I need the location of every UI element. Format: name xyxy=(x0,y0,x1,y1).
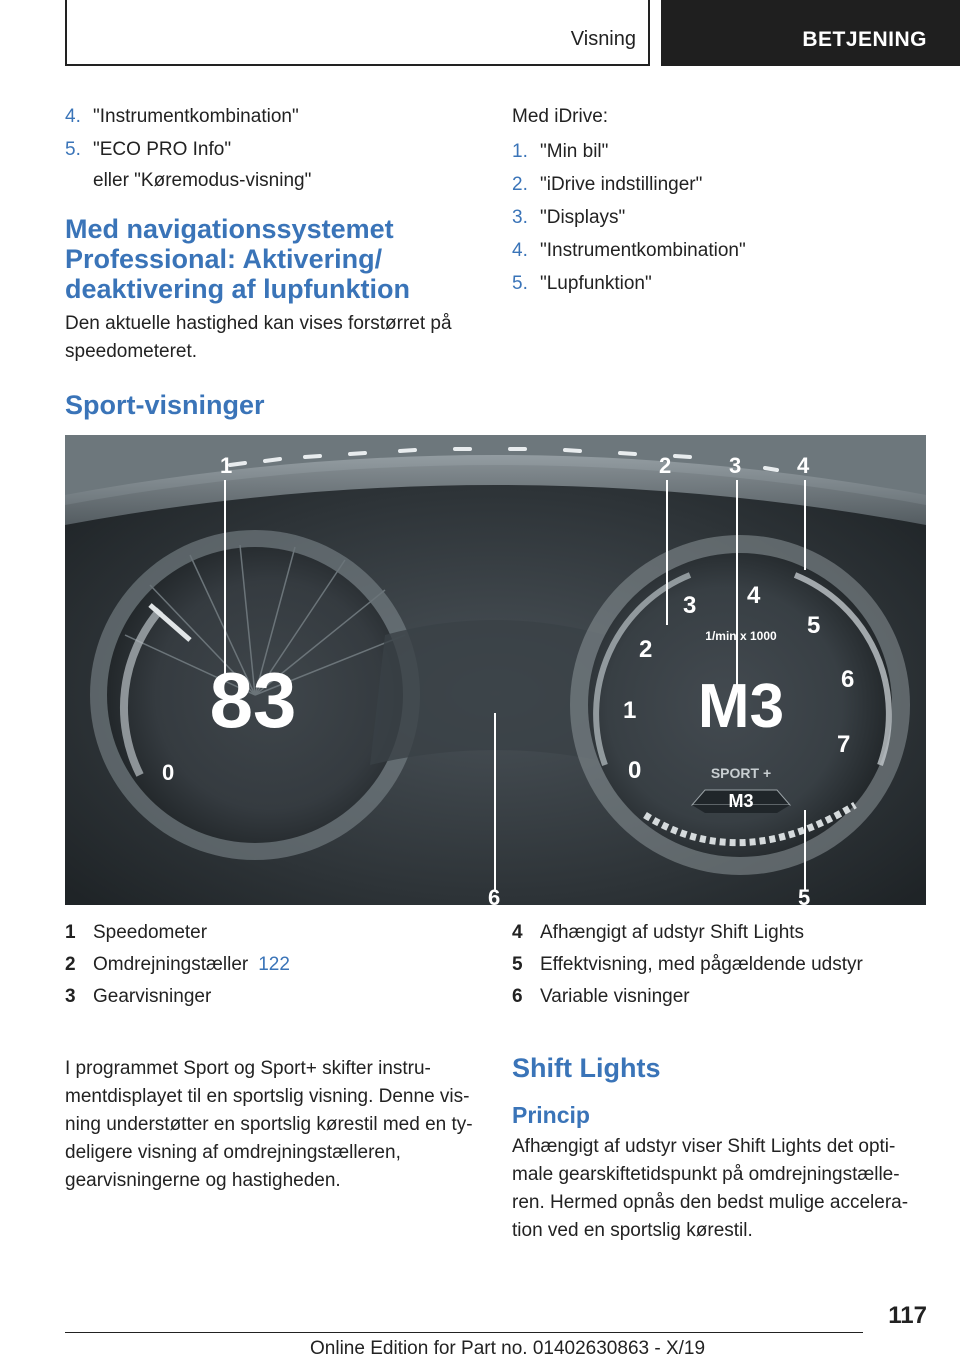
list-item-number: 4. xyxy=(512,240,528,261)
principle-body-line: ren. Hermed opnås den bedst mulige accelera- xyxy=(512,1192,909,1213)
instrument-cluster-figure xyxy=(65,435,926,905)
header-chapter-label: BETJENING xyxy=(802,28,927,51)
sport-body xyxy=(65,1055,485,1195)
principle-body-line: Afhængigt af udstyr viser Shift Lights det opti- xyxy=(512,1136,896,1157)
footer-divider xyxy=(65,1332,863,1333)
nav-heading-line: Med navigationssystemet xyxy=(65,214,394,244)
gear-value: M3 xyxy=(697,672,785,741)
left-column-top xyxy=(65,100,485,366)
sport-body-line: I programmet Sport og Sport+ skifter instru- xyxy=(65,1058,431,1079)
sport-body-line: mentdisplayet til en sportslig visning. Denne vis- xyxy=(65,1086,470,1107)
list-item xyxy=(65,100,485,133)
legend-number: 2 xyxy=(65,954,76,975)
list-item-text: "iDrive indstillinger" xyxy=(540,174,703,195)
nav-body xyxy=(65,310,485,366)
header-section-title: Visning xyxy=(570,28,636,50)
legend-text: Omdrejningstæller xyxy=(93,954,249,975)
list-item-text: "Displays" xyxy=(540,207,626,228)
nav-body-line: speedometeret. xyxy=(65,341,198,362)
rpm-tick-label: 0 xyxy=(628,757,642,784)
legend-item xyxy=(65,949,485,981)
legend-text: Afhængigt af udstyr Shift Lights xyxy=(540,922,805,943)
speed-zero-label: 0 xyxy=(162,760,175,785)
principle-body-line: male gearskiftetidspunkt på omdrejningstælle- xyxy=(512,1164,900,1185)
rpm-tick-label: 7 xyxy=(837,731,851,758)
rpm-tick-label: 6 xyxy=(841,666,855,693)
list-item-text: "Min bil" xyxy=(540,141,609,162)
rpm-tick-label: 2 xyxy=(639,636,653,663)
legend-number: 3 xyxy=(65,986,76,1007)
gear-small-value: M3 xyxy=(728,791,754,811)
rpm-tick-label: 4 xyxy=(747,582,761,609)
rpm-tick-label: 1 xyxy=(623,697,637,724)
list-item-continuation: eller "Køremodus-visning" xyxy=(93,170,312,191)
legend-item xyxy=(512,981,932,1013)
principle-body-line: tion ved en sportslig kørestil. xyxy=(512,1220,753,1241)
idrive-intro xyxy=(512,100,932,133)
list-item-text: "Instrumentkombination" xyxy=(540,240,746,261)
list-item-number: 2. xyxy=(512,174,528,195)
rpm-tick-label: 3 xyxy=(683,592,697,619)
legend-number: 4 xyxy=(512,922,523,943)
list-item xyxy=(512,267,932,300)
callout-2: 2 xyxy=(659,453,672,478)
callout-6: 6 xyxy=(488,885,501,905)
sport-heading: Sport-visninger xyxy=(65,390,265,420)
list-item-text: "Lupfunktion" xyxy=(540,273,652,294)
instrument-cluster-illustration xyxy=(65,435,926,905)
right-column-top xyxy=(512,100,932,300)
legend-number: 1 xyxy=(65,922,76,943)
list-item-text: "Instrumentkombination" xyxy=(93,106,299,127)
nav-body-line: Den aktuelle hastighed kan vises forstørret på xyxy=(65,313,452,334)
sport-body-line: deligere visning af omdrejningstælleren, xyxy=(65,1142,401,1163)
list-item-number: 1. xyxy=(512,141,528,162)
legend-item xyxy=(512,949,932,981)
list-item-number: 5. xyxy=(512,273,528,294)
legend-text: Speedometer xyxy=(93,922,208,943)
rpm-tick-label: 5 xyxy=(807,612,821,639)
footer-edition: Online Edition for Part no. 01402630863 - X/19 xyxy=(310,1338,706,1359)
legend-item xyxy=(65,917,485,949)
sport-body-line: gearvisningerne og hastigheden. xyxy=(65,1170,341,1191)
rpm-unit-label: 1/min x 1000 xyxy=(705,629,777,643)
callout-5: 5 xyxy=(798,885,811,905)
callout-3: 3 xyxy=(729,453,742,478)
legend-item xyxy=(512,917,932,949)
legend-number: 6 xyxy=(512,986,523,1007)
header-chapter-tab xyxy=(661,0,960,66)
page-number: 117 xyxy=(888,1302,927,1329)
figure-legend-right xyxy=(512,917,932,1245)
list-item xyxy=(512,201,932,234)
list-item-number: 3. xyxy=(512,207,528,228)
nav-heading-line: Professional: Aktivering/ xyxy=(65,244,383,274)
legend-number: 5 xyxy=(512,954,523,975)
speed-value: 83 xyxy=(209,656,297,744)
list-item-text: "ECO PRO Info" xyxy=(93,139,232,160)
nav-heading-line: deaktivering af lupfunktion xyxy=(65,274,411,304)
sport-body-line: ning understøtter en sportslig kørestil med en ty- xyxy=(65,1114,473,1135)
list-item xyxy=(512,168,932,201)
list-item-number: 5. xyxy=(65,139,81,160)
legend-text: Gearvisninger xyxy=(93,986,212,1007)
figure-legend-left xyxy=(65,917,485,1195)
callout-1: 1 xyxy=(220,453,233,478)
header-frame xyxy=(65,0,650,66)
idrive-intro-text: Med iDrive: xyxy=(512,106,609,127)
principle-body xyxy=(512,1133,932,1245)
list-item xyxy=(65,133,485,166)
legend-text: Variable visninger xyxy=(540,986,690,1007)
nav-heading xyxy=(65,214,485,304)
callout-4: 4 xyxy=(797,453,810,478)
legend-item xyxy=(65,981,485,1013)
sport-mode-label: SPORT + xyxy=(710,765,772,781)
page-reference-link[interactable]: 122 xyxy=(258,954,290,975)
list-item xyxy=(512,234,932,267)
legend-text: Effektvisning, med pågældende udstyr xyxy=(540,954,863,975)
shift-lights-heading: Shift Lights xyxy=(512,1053,661,1083)
list-item-number: 4. xyxy=(65,106,81,127)
principle-heading: Princip xyxy=(512,1102,590,1128)
list-item xyxy=(512,135,932,168)
